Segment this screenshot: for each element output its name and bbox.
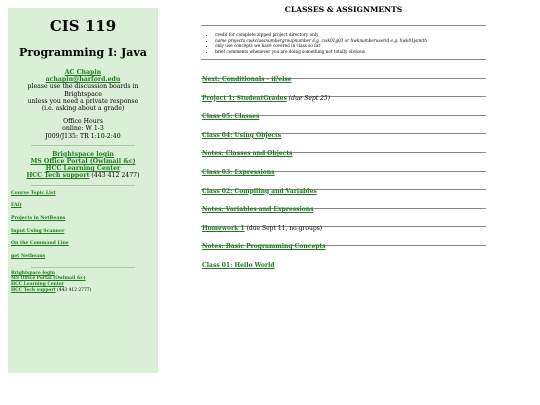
entry-link[interactable]: Next: Conditionals - if/else <box>202 76 292 83</box>
entry-link[interactable]: Notes: Variables and Expressions <box>202 206 314 214</box>
credit-note: • credit for complete zipped project directory only <box>215 32 486 38</box>
bottom-links <box>11 271 155 293</box>
entry-link[interactable]: Notes: Classes and Objects <box>202 150 293 158</box>
tech-support-link[interactable]: HCC Tech support <box>26 172 90 180</box>
list-item <box>201 60 486 83</box>
nav-get-netbeans[interactable]: get Netbeans <box>11 254 46 260</box>
entry-link[interactable]: Class 05: Classes <box>202 113 260 121</box>
entry-note: (due Sept 25) <box>288 94 331 102</box>
bottom-brightspace-link[interactable]: Brightspace login <box>11 270 55 276</box>
contact-note-3: (i.e. asking about a grade) <box>41 105 125 113</box>
entry-link[interactable]: Class 02: Compiling and Variables <box>202 187 317 195</box>
office-hours-title: Office Hours <box>63 118 103 126</box>
entry-link[interactable]: Class 04: Using Objects <box>202 131 282 139</box>
nav-faq[interactable]: FAQ <box>11 203 22 209</box>
credit-note: • brief comments whenever you are doing something not totally obvious <box>215 49 486 55</box>
entry-note: (due Sept 11, no groups) <box>246 224 323 232</box>
sidebar <box>8 8 158 373</box>
instructor-email-link[interactable]: achapin@harford.edu <box>45 76 121 84</box>
page-title: CLASSES & ASSIGNMENTS <box>284 5 403 14</box>
entry-link[interactable]: Notes: Basic Programming Concepts <box>202 243 326 251</box>
course-name: Programming I: Java <box>19 46 147 59</box>
main-content <box>201 0 486 269</box>
ms-office-link[interactable]: MS Office Portal (Owlmail &c) <box>30 158 136 166</box>
divider <box>31 185 135 186</box>
credit-note: • only use concepts we have covered in class so far <box>215 43 486 49</box>
nav-projects-in-netbeans[interactable]: Projects in NetBeans <box>11 216 66 222</box>
bottom-ms-office-link[interactable]: MS Office Portal (Owlmail &c) <box>11 276 86 282</box>
contact-note-2: unless you need a private response <box>27 97 139 105</box>
nav-course-topic-list[interactable]: Course Topic List <box>11 190 56 196</box>
instructor-block <box>11 69 155 186</box>
entry-link[interactable]: Project 1: StudentGrades <box>202 94 287 102</box>
divider <box>201 25 486 26</box>
instructor-name-link[interactable]: AC Chapin <box>64 69 102 76</box>
bottom-tech-phone: (443 412 2777) <box>57 287 92 293</box>
bottom-learning-center-link[interactable]: HCC Learning Center <box>11 282 64 288</box>
divider <box>31 145 135 146</box>
assignment-list <box>201 60 486 269</box>
nav-on-the-command-line[interactable]: On the Command Line <box>11 241 69 247</box>
entry-link[interactable]: Homework 1 <box>202 224 245 232</box>
bottom-tech-support-link[interactable]: HCC Tech support <box>11 287 56 293</box>
credit-note: • name projects cwkclassnumbergroupnumber e.g. cwk01g03 or hwknumberuserid e.g. hwk01jsmith <box>215 38 486 44</box>
divider <box>31 267 135 268</box>
credit-notes-list <box>215 32 486 54</box>
nav-input-using-scanner[interactable]: Input Using Scanner <box>11 228 65 234</box>
office-hours-room: J009/J135: TR 1:10-2:40 <box>45 132 121 140</box>
contact-note-1: please use the discussion boards in Brightspace <box>27 83 139 98</box>
entry-link[interactable]: Class 01: Hello World <box>202 261 275 269</box>
tech-support-phone: (443 412 2477) <box>91 172 140 180</box>
sidebar-nav <box>11 191 155 260</box>
entry-link[interactable]: Class 03: Expressions <box>202 168 275 176</box>
learning-center-link[interactable]: HCC Learning Center <box>45 165 121 173</box>
office-hours-online: online: W 1-3 <box>62 125 104 133</box>
brightspace-link[interactable]: Brightspace login <box>52 150 114 158</box>
course-code: CIS 119 <box>49 17 117 35</box>
